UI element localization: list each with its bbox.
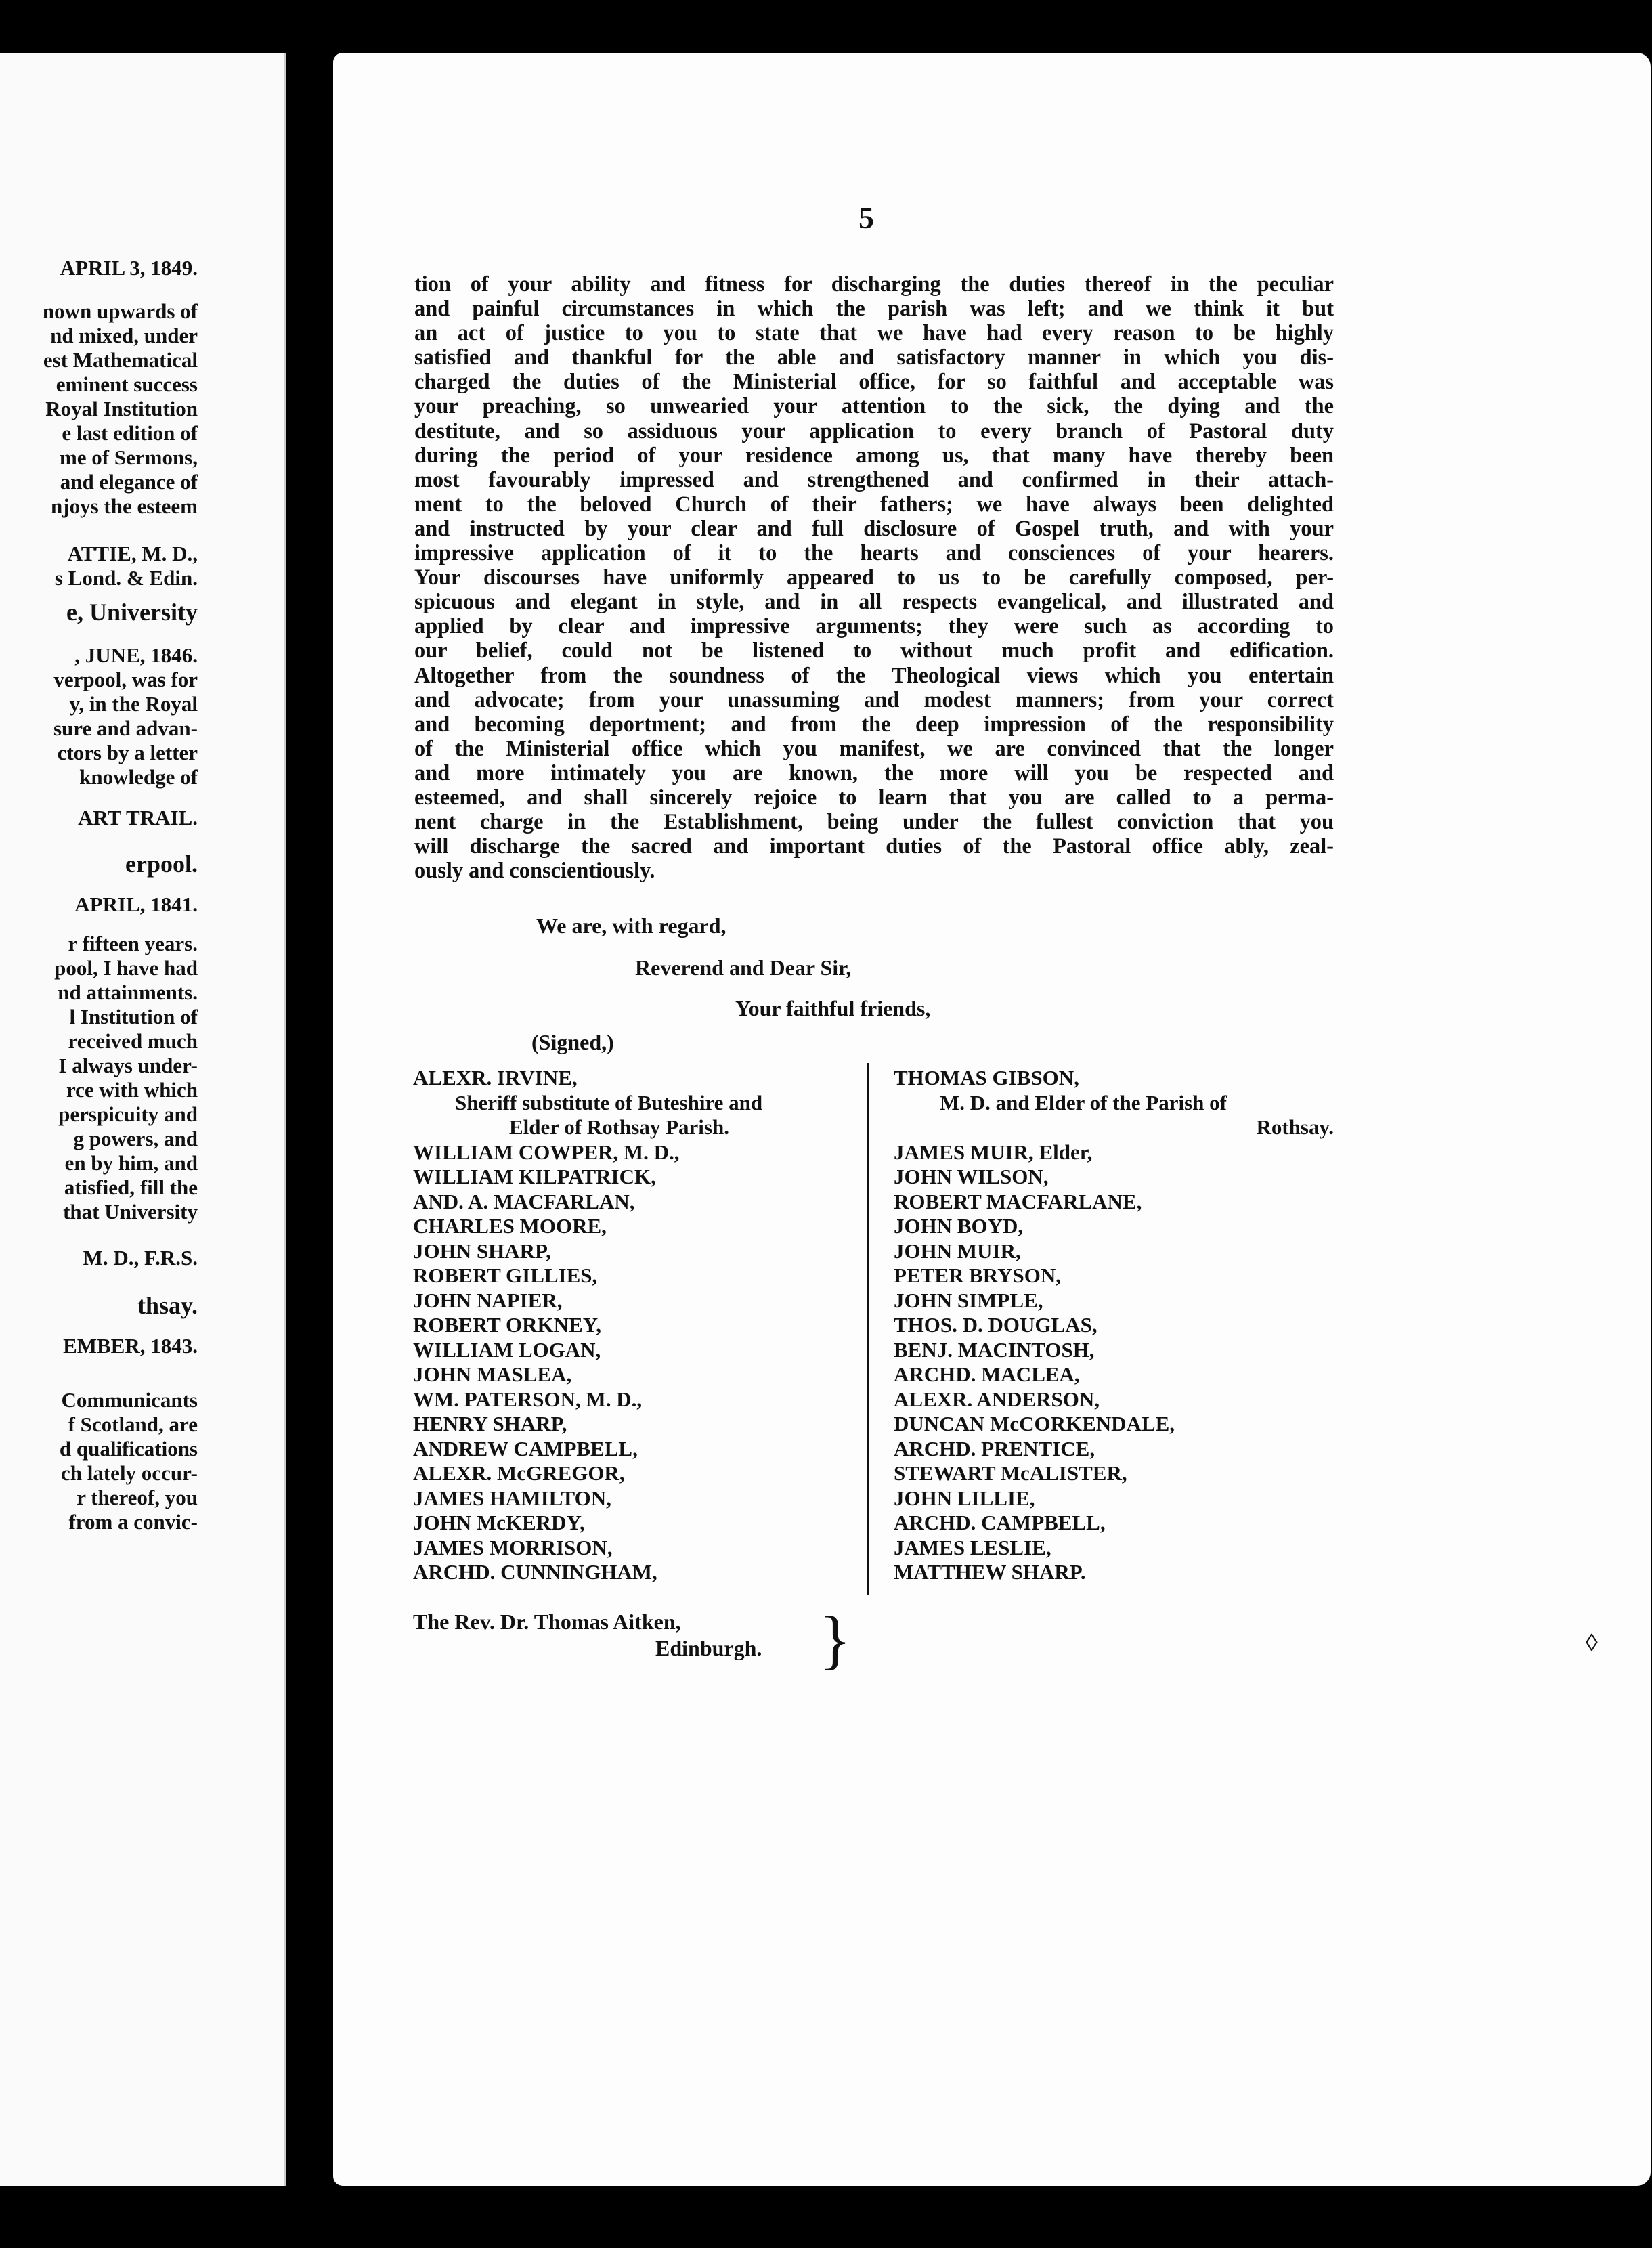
signatory-name: ALEXR. ANDERSON, [894, 1387, 1100, 1411]
signatory-name: WILLIAM COWPER, M. D., [413, 1140, 680, 1164]
body-line: Your discourses have uniformly appeared to us to be carefully composed, per- [414, 565, 1334, 590]
body-line: during the period of your residence among us, that many have thereby been [414, 443, 1334, 468]
body-line: impressive application of it to the hearts and consciences of your hearers. [414, 541, 1334, 566]
left-page-line: rce with which [66, 1078, 198, 1102]
body-line: charged the duties of the Ministerial office, for so faithful and acceptable was [414, 370, 1334, 395]
signatory-name: JAMES MUIR, Elder, [894, 1140, 1093, 1164]
signatory-name: WILLIAM LOGAN, [413, 1337, 601, 1362]
signatory-name: CHARLES MOORE, [413, 1214, 607, 1238]
signatory-name: ANDREW CAMPBELL, [413, 1436, 638, 1461]
signatories-left [413, 1066, 762, 1585]
left-page-line: thsay. [137, 1292, 198, 1319]
signatory-name: JOHN SHARP, [413, 1238, 551, 1263]
body-line: our belief, could not be listened to without much profit and edification. [414, 639, 1334, 664]
signed-label: (Signed,) [531, 1030, 614, 1054]
left-page-line: that University [63, 1200, 198, 1224]
left-page-line: d qualifications [59, 1437, 198, 1461]
left-page-line: EMBER, 1843. [63, 1334, 198, 1358]
margin-mark: ◊ [1586, 1629, 1598, 1656]
addressee-place: Edinburgh. [655, 1636, 762, 1660]
left-page-line: ATTIE, M. D., [67, 542, 198, 565]
signatory-name: THOMAS GIBSON, [894, 1066, 1079, 1089]
body-line: Altogether from the soundness of the Theological views which you entertain [414, 663, 1334, 688]
left-page-line: g powers, and [73, 1127, 198, 1150]
left-page-line: perspicuity and [58, 1102, 198, 1126]
signatory-title: Sheriff substitute of Buteshire and [455, 1090, 763, 1115]
signatory-name: JOHN MASLEA, [413, 1362, 572, 1386]
signatory-name: JAMES LESLIE, [894, 1535, 1051, 1559]
left-page-line: y, in the Royal [69, 692, 198, 716]
signatory-name: JOHN NAPIER, [413, 1288, 563, 1312]
left-page-line: r thereof, you [77, 1486, 198, 1509]
signatory-name: AND. A. MACFARLAN, [413, 1189, 635, 1213]
body-line: applied by clear and impressive arguments; they were such as according to [414, 614, 1334, 639]
body-line: ment to the beloved Church of their fathers; we have always been delighted [414, 492, 1334, 517]
left-page-line: pool, I have had [54, 956, 198, 980]
signatory-name: ALEXR. McGREGOR, [413, 1461, 625, 1485]
body-line: tion of your ability and fitness for discharging the duties thereof in the peculiar [414, 272, 1334, 297]
letter-body [414, 272, 1334, 883]
body-line: satisfied and thankful for the able and satisfactory manner in which you dis- [414, 345, 1334, 370]
signatory-name: JOHN SIMPLE, [894, 1288, 1043, 1312]
body-line: destitute, and so assiduous your application to every branch of Pastoral duty [414, 418, 1334, 444]
body-line: and becoming deportment; and from the deep impression of the responsibility [414, 712, 1334, 737]
signatory-name: JOHN MUIR, [894, 1238, 1021, 1263]
body-line: spicuous and elegant in style, and in all respects evangelical, and illustrated and [414, 590, 1334, 615]
signatory-name: JOHN McKERDY, [413, 1511, 585, 1534]
signatory-name: ROBERT MACFARLANE, [894, 1189, 1142, 1213]
left-page-line: sure and advan- [53, 716, 198, 740]
signatory-name: JOHN BOYD, [894, 1214, 1024, 1238]
left-page-line: e, University [66, 599, 198, 626]
body-line: your preaching, so unwearied your attention to the sick, the dying and the [414, 394, 1334, 419]
left-page-line: APRIL 3, 1849. [60, 256, 198, 280]
signatory-name: ROBERT ORKNEY, [413, 1313, 601, 1337]
signatory-name: JOHN LILLIE, [894, 1486, 1035, 1510]
left-page-line: , JUNE, 1846. [74, 643, 198, 667]
left-page-line: nd mixed, under [50, 324, 198, 347]
left-page-line: f Scotland, are [68, 1412, 198, 1436]
signatory-name: STEWART McALISTER, [894, 1461, 1127, 1485]
signatories-right [894, 1066, 1334, 1585]
left-page-line: njoys the esteem [51, 494, 198, 518]
left-page-line: ch lately occur- [61, 1461, 198, 1485]
left-page-line: M. D., F.R.S. [83, 1246, 198, 1270]
signatory-name: PETER BRYSON, [894, 1263, 1061, 1287]
body-line: and more intimately you are known, the more will you be respected and [414, 760, 1334, 785]
body-line: ously and conscientiously. [414, 859, 655, 884]
left-page-line: nown upwards of [42, 299, 198, 323]
signatory-name: HENRY SHARP, [413, 1412, 567, 1435]
left-page-line: atisfied, fill the [64, 1175, 198, 1199]
signatory-name: ARCHD. CUNNINGHAM, [413, 1560, 657, 1584]
left-page-line: I always under- [58, 1054, 198, 1077]
body-line: an act of justice to you to state that we have had every reason to be highly [414, 321, 1334, 346]
brace-mark: } [819, 1603, 852, 1677]
signatory-name: JAMES MORRISON, [413, 1535, 613, 1559]
left-page-line: nd attainments. [58, 980, 198, 1004]
signatory-name: WM. PATERSON, M. D., [413, 1387, 643, 1411]
left-page-line: e last edition of [62, 421, 198, 445]
body-line: of the Ministerial office which you manifest, we are convinced that the longer [414, 736, 1334, 761]
left-page-line: knowledge of [79, 765, 198, 789]
closing-salutation: Reverend and Dear Sir, [635, 955, 852, 980]
left-page-line: en by him, and [64, 1151, 198, 1175]
left-page-line: r fifteen years. [68, 932, 198, 955]
signatory-name: DUNCAN McCORKENDALE, [894, 1412, 1175, 1435]
body-line: and instructed by your clear and full disclosure of Gospel truth, and with your [414, 516, 1334, 541]
left-page-line: received much [68, 1029, 198, 1053]
left-page-line: eminent success [56, 372, 198, 396]
signatory-name: ALEXR. IRVINE, [413, 1066, 578, 1089]
column-divider [867, 1063, 869, 1595]
left-page-line: s Lond. & Edin. [54, 566, 198, 590]
left-page-line: me of Sermons, [59, 446, 198, 469]
left-page-line: Royal Institution [45, 397, 198, 420]
left-page-line: est Mathematical [43, 348, 198, 372]
left-page-line: Communicants [61, 1388, 198, 1412]
left-page-line: ART TRAIL. [78, 806, 198, 829]
left-page-line: ctors by a letter [57, 741, 198, 764]
signatory-title: Rothsay. [1256, 1115, 1334, 1139]
signatory-name: ARCHD. MACLEA, [894, 1362, 1080, 1386]
signatory-name: JAMES HAMILTON, [413, 1486, 611, 1510]
body-line: and painful circumstances in which the parish was left; and we think it but [414, 297, 1334, 322]
page-number: 5 [858, 200, 874, 235]
left-page-line: verpool, was for [53, 668, 198, 691]
signatory-name: ARCHD. CAMPBELL, [894, 1511, 1106, 1534]
body-line: most favourably impressed and strengthened and confirmed in their attach- [414, 467, 1334, 492]
body-line: and advocate; from your unassuming and modest manners; from your correct [414, 687, 1334, 712]
closing-regard: We are, with regard, [536, 913, 726, 938]
signatory-name: BENJ. MACINTOSH, [894, 1337, 1095, 1362]
body-line: will discharge the sacred and important duties of the Pastoral office ably, zeal- [414, 834, 1334, 859]
signatory-title: Elder of Rothsay Parish. [509, 1115, 729, 1139]
left-page-line: l Institution of [69, 1005, 198, 1029]
body-line: esteemed, and shall sincerely rejoice to learn that you are called to a perma- [414, 785, 1334, 810]
previous-page-fragment [0, 53, 286, 2186]
left-page-line: from a convic- [68, 1510, 198, 1534]
signatory-name: JOHN WILSON, [894, 1165, 1049, 1188]
signatory-title: M. D. and Elder of the Parish of [940, 1090, 1227, 1115]
signatory-name: THOS. D. DOUGLAS, [894, 1313, 1097, 1337]
closing-friends: Your faithful friends, [735, 996, 931, 1020]
body-line: nent charge in the Establishment, being under the fullest conviction that you [414, 810, 1334, 835]
left-page-line: and elegance of [60, 470, 198, 494]
signatory-name: MATTHEW SHARP. [894, 1560, 1086, 1584]
signatory-name: ROBERT GILLIES, [413, 1263, 598, 1287]
signatory-name: ARCHD. PRENTICE, [894, 1436, 1095, 1461]
addressee-name: The Rev. Dr. Thomas Aitken, [413, 1609, 681, 1634]
left-page-line: erpool. [125, 850, 198, 878]
left-page-line: APRIL, 1841. [74, 892, 198, 916]
signatory-name: WILLIAM KILPATRICK, [413, 1165, 656, 1188]
